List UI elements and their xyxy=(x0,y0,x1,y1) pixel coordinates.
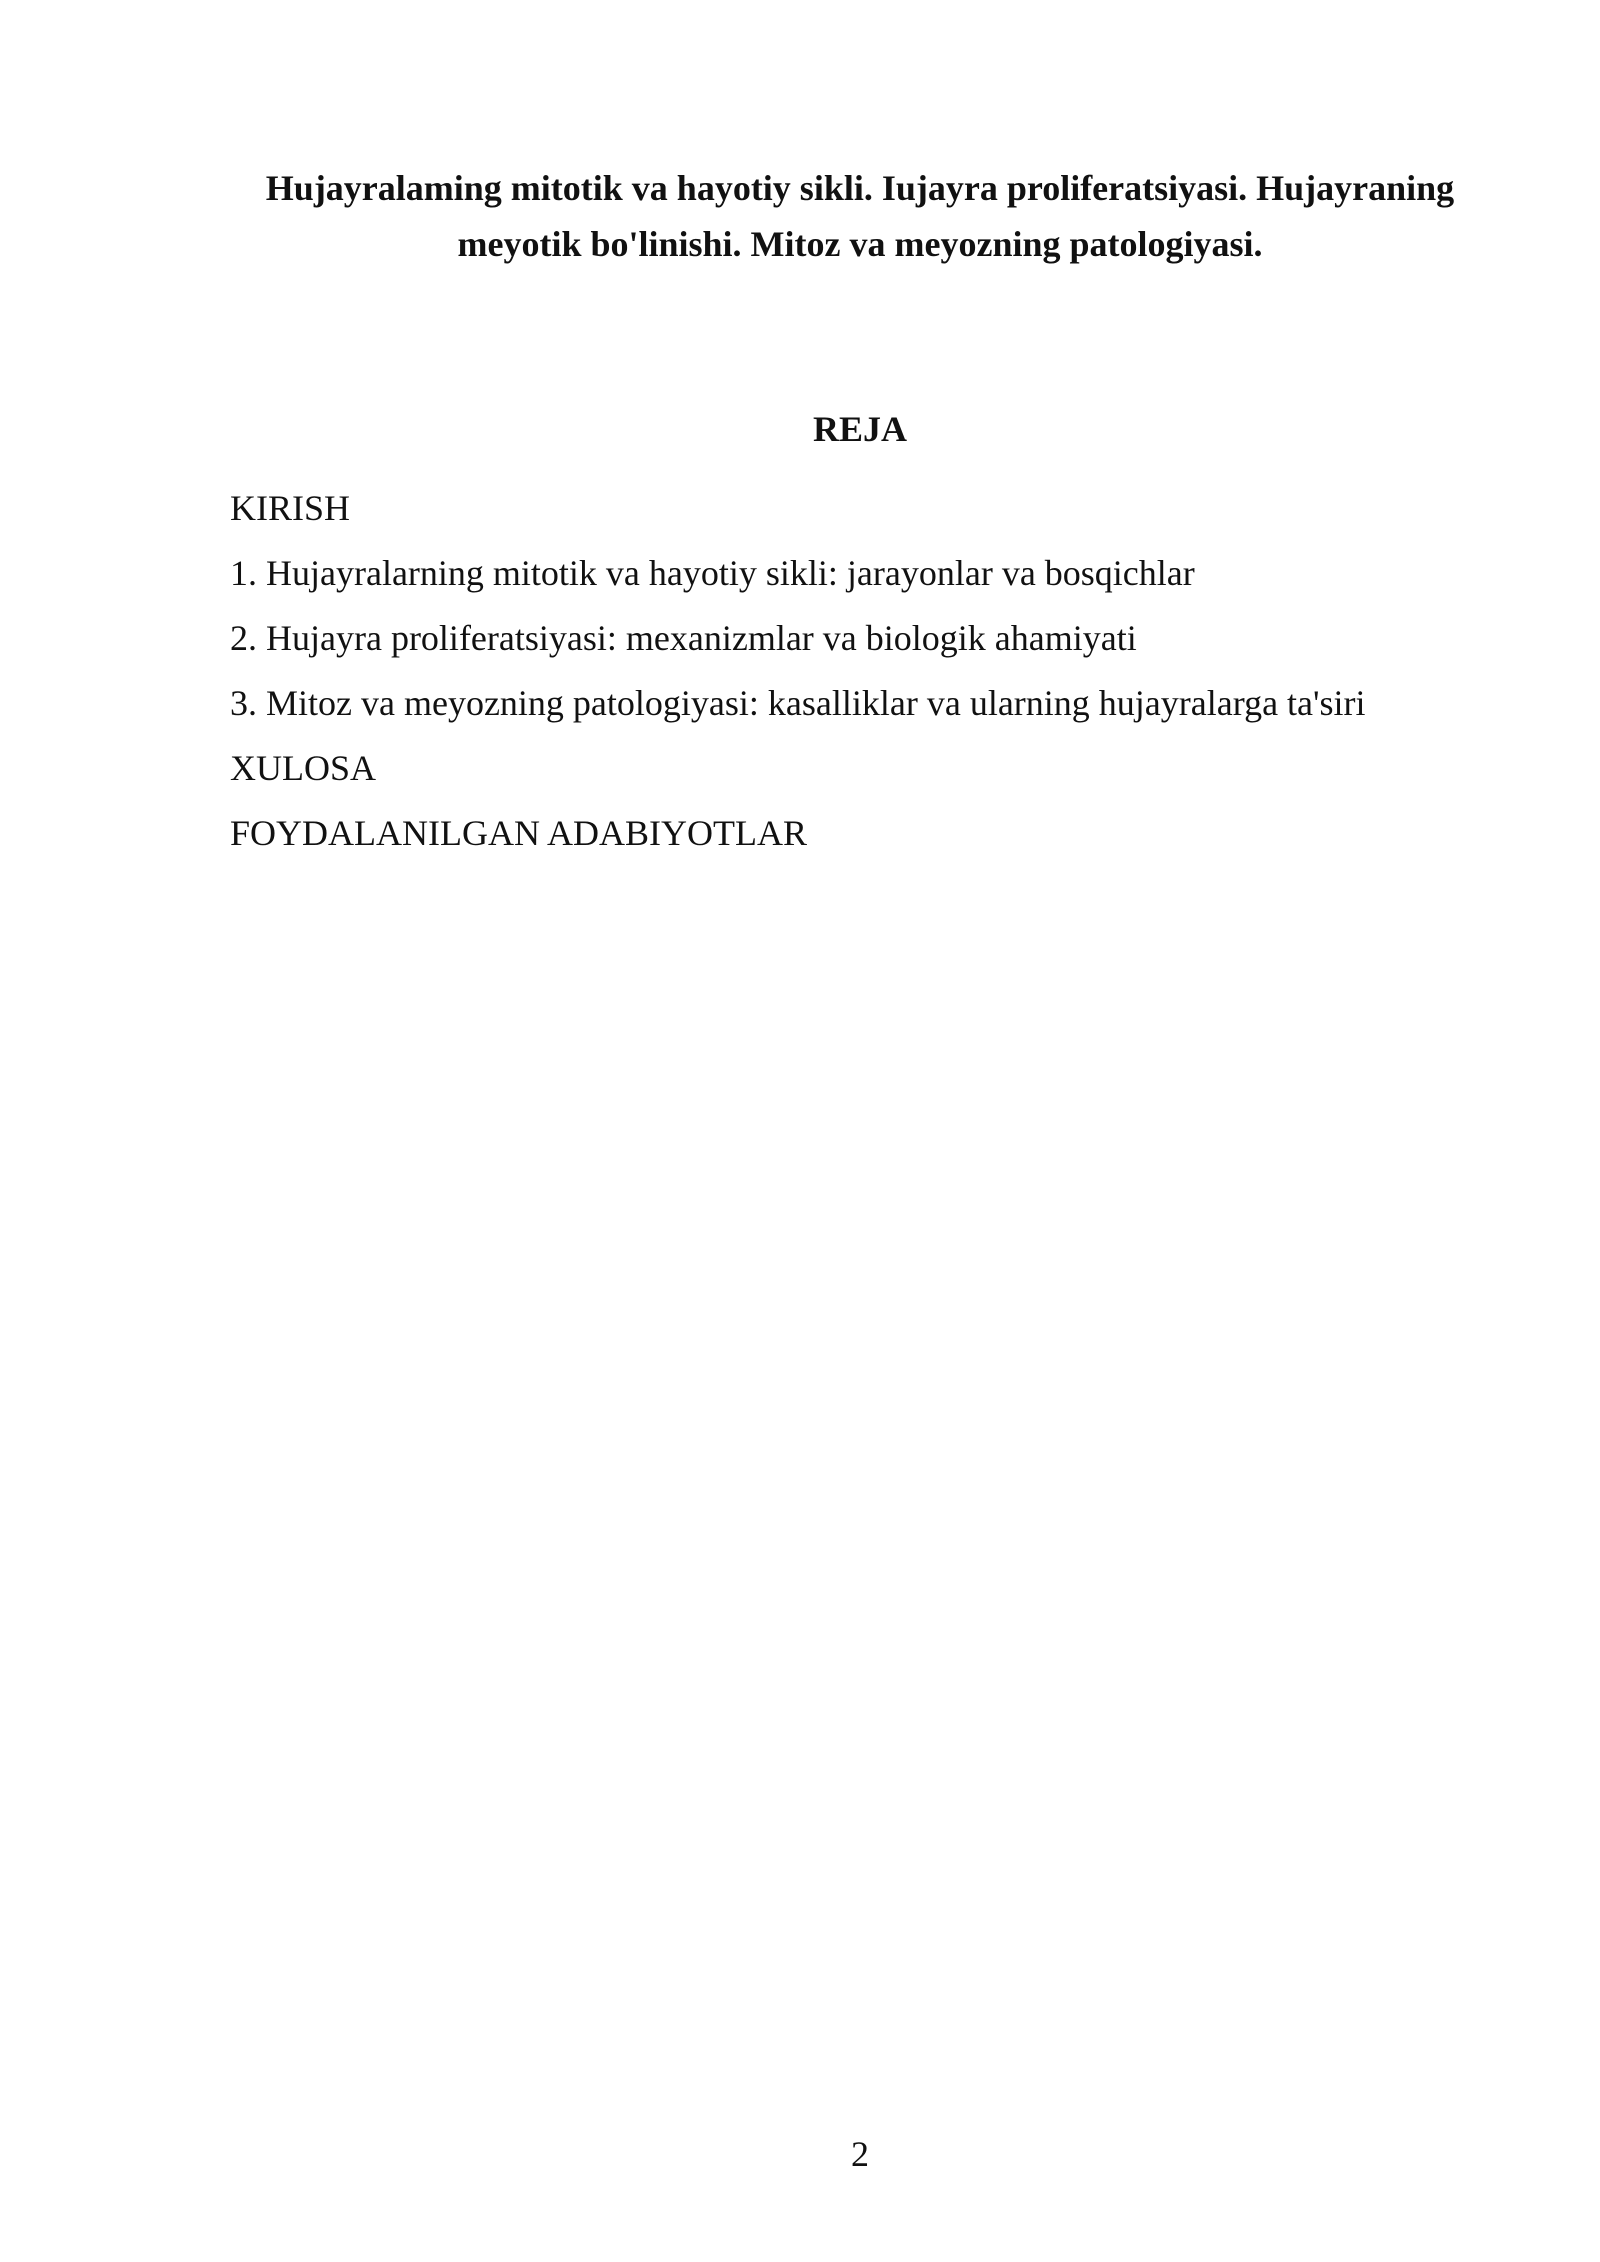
plan-item-conclusion: XULOSA xyxy=(230,748,377,788)
plan-item-2: 2. Hujayra proliferatsiyasi: mexanizmlar va biologik ahamiyati xyxy=(230,618,1137,658)
plan-item-1: 1. Hujayralarning mitotik va hayotiy sikli: jarayonlar va bosqichlar xyxy=(230,553,1195,593)
page-number: 2 xyxy=(851,2134,869,2174)
plan-item-introduction: KIRISH xyxy=(230,488,351,528)
document-title: Hujayralaming mitotik va hayotiy sikli. Iujayra proliferatsiyasi. Hujayraning meyotik bo'linishi. Mitoz va meyozning patologiyasi. xyxy=(265,168,1455,264)
plan-item-references: FOYDALANILGAN ADABIYOTLAR xyxy=(230,813,807,853)
plan-heading: REJA xyxy=(812,409,907,449)
plan-item-3: 3. Mitoz va meyozning patologiyasi: kasalliklar va ularning hujayralarga ta'siri xyxy=(230,683,1366,723)
plan-list xyxy=(230,476,1490,866)
